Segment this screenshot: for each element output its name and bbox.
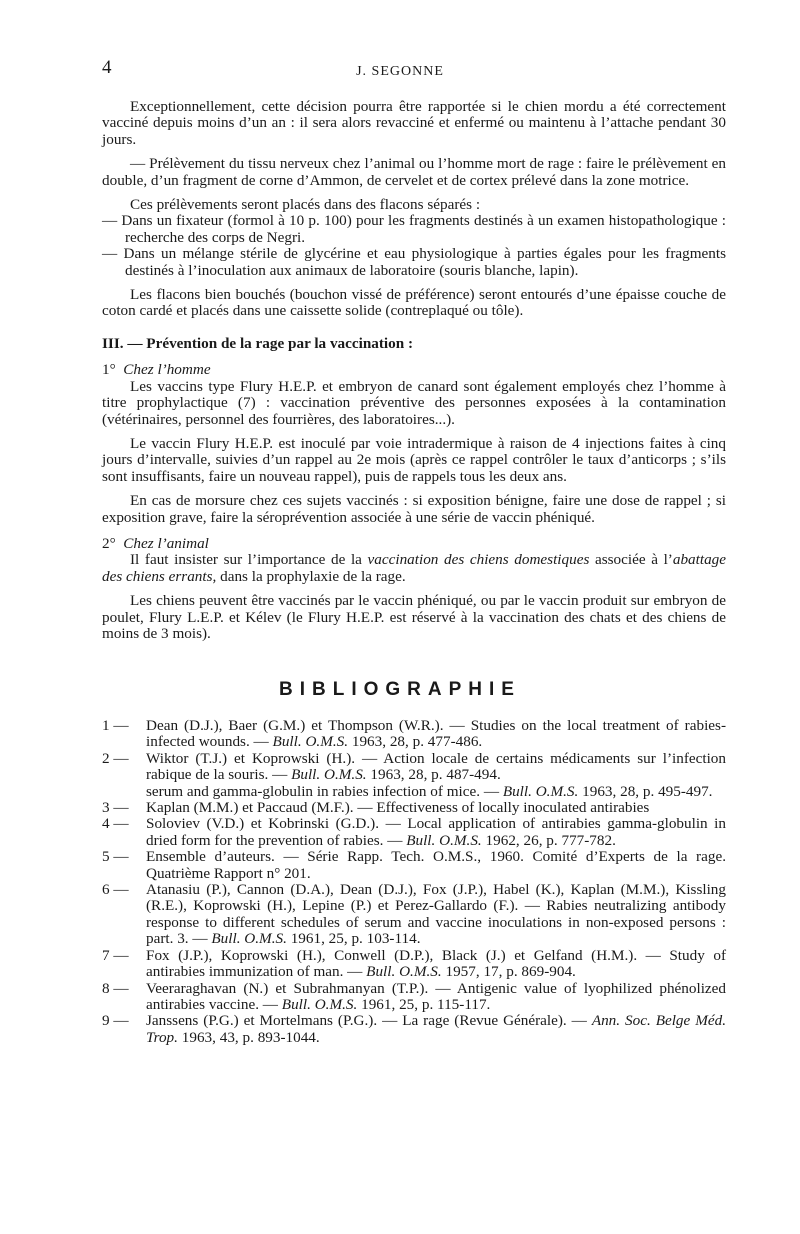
subsection-heading: [102, 536, 726, 552]
journal-name: Bull. O.M.S.: [211, 930, 287, 948]
subsection-title: Chez l’homme: [123, 361, 211, 379]
reference-item: [102, 981, 726, 1014]
paragraph: [102, 552, 726, 585]
subsection-title: Chez l’animal: [123, 534, 209, 552]
reference-number: 6 —: [102, 881, 129, 899]
text-run: Atanasiu (P.), Cannon (D.A.), Dean (D.J.), Fox (J.P.), Habel (K.), Kaplan (M.M.), Kissling (R.E.), Koprowski (H.), Lepine (P.) et Perez-Gallardo (F.). — Rabies neutralizing antibody response to different schedules of serum and vaccine inoculations in non-exposed persons : part. 3. —: [146, 881, 726, 948]
reference-text: [146, 981, 726, 1014]
reference-text: [146, 882, 726, 948]
text-run: 1961, 25, p. 115-117.: [357, 995, 491, 1013]
paragraph: Ces prélèvements seront placés dans des flacons séparés :: [130, 196, 481, 214]
paragraph: — Prélèvement du tissu nerveux chez l’animal ou l’homme mort de rage : faire le prélèvement en double, d’un fragment de corne d’Ammon, de cervelet et de cortex prélevé dans la zone motrice.: [102, 155, 726, 189]
journal-name: Bull. O.M.S.: [406, 831, 482, 849]
text-run: Kaplan (M.M.) et Paccaud (M.F.). — Effectiveness of locally inoculated antirabies: [146, 799, 650, 817]
journal-name: Ann. Soc. Belge Méd. Trop.: [146, 1012, 726, 1046]
subsection-number: 1°: [102, 361, 116, 379]
reference-text: [146, 948, 726, 981]
reference-number: 4 —: [102, 815, 129, 833]
text-run: 1957, 17, p. 869-904.: [441, 963, 576, 981]
text-run: Wiktor (T.J.) et Koprowski (H.). — Action locale de certains médicaments sur l’infection rabique de la souris. —: [146, 749, 726, 784]
paragraph: En cas de morsure chez ces sujets vaccinés : si exposition bénigne, faire une dose de rappel ; si exposition grave, faire la séroprévention associée à une série de vaccin phéniqué.: [102, 492, 726, 526]
reference-item: [102, 718, 726, 751]
dash-item: — Dans un mélange stérile de glycérine et eau physiologique à parties égales pour les fragments destinés à l’inoculation aux animaux de laboratoire (souris blanche, lapin).: [102, 245, 726, 279]
reference-number: 7 —: [102, 946, 129, 964]
text-run: 1963, 28, p. 495-497.: [578, 782, 713, 800]
reference-number: 8 —: [102, 979, 129, 997]
paragraph: Les flacons bien bouchés (bouchon vissé de préférence) seront entourés d’une épaisse couche de coton cardé et placés dans une caissette solide (contreplaqué ou tôle).: [102, 286, 726, 320]
subsection-number: 2°: [102, 534, 116, 552]
reference-number: 1 —: [102, 717, 129, 734]
dash-item: — Dans un fixateur (formol à 10 p. 100) pour les fragments destinés à un examen histopathologique : recherche des corps de Negri.: [102, 212, 726, 246]
reference-text: [146, 849, 726, 882]
reference-item: [102, 800, 726, 816]
paragraph: Exceptionnellement, cette décision pourra être rapportée si le chien mordu a été correctement vacciné depuis moins d’un an : il sera alors revacciné et enfermé ou maintenu à l’attache pendant 30 jours.: [102, 98, 726, 148]
reference-text: [146, 800, 726, 816]
reference-text: [146, 718, 726, 751]
journal-name: Bull. O.M.S.: [272, 733, 349, 751]
paragraph: Les vaccins type Flury H.E.P. et embryon de canard sont également employés chez l’homme à titre prophylactique (7) : vaccination préventive des personnes exposées à la contamination (vétérinaires, personnel des fourrières, des laboratoires...).: [102, 377, 726, 428]
emphasis: abattage des chiens errants,: [102, 551, 726, 585]
section-heading: III. — Prévention de la rage par la vaccination :: [102, 334, 414, 352]
reference-item: [102, 849, 726, 882]
journal-name: Bull. O.M.S.: [291, 766, 367, 784]
reference-text: [146, 816, 726, 849]
paragraph: Les chiens peuvent être vaccinés par le vaccin phéniqué, ou par le vaccin produit sur embryon de poulet, Flury L.E.P. et Kélev (le Flury H.E.P. est réservé à la vaccination des chats et des chiens de moins de 3 mois).: [102, 592, 726, 642]
text-run: 1961, 25, p. 103-114.: [286, 930, 421, 948]
text-run: serum and gamma-globulin in rabies infection of mice. —: [146, 782, 503, 800]
text-run: Fox (J.P.), Koprowski (H.), Conwell (D.P.), Black (J.) et Gelfand (H.M.). — Study of antirabies immunization of man. —: [146, 946, 726, 981]
reference-item: [102, 882, 726, 948]
reference-item: [102, 751, 726, 800]
text-run: 1963, 43, p. 893-1044.: [177, 1028, 320, 1046]
reference-text: [146, 1013, 726, 1046]
text-run: 1962, 26, p. 777-782.: [481, 831, 616, 849]
reference-number: 9 —: [102, 1012, 129, 1030]
journal-name: Bull. O.M.S.: [281, 995, 358, 1013]
text-run: Janssens (P.G.) et Mortelmans (P.G.). — La rage (Revue Générale). —: [146, 1012, 592, 1030]
journal-name: Bull. O.M.S.: [502, 782, 579, 800]
journal-name: Bull. O.M.S.: [366, 963, 442, 981]
text-run: Il faut insister sur l’importance de la: [130, 551, 368, 569]
emphasis: vaccination des chiens domestiques: [367, 551, 590, 569]
reference-item: [102, 816, 726, 849]
text-run: 1963, 28, p. 487-494.: [366, 766, 501, 784]
text-run: associée à l’: [589, 551, 673, 569]
running-header: J. SEGONNE: [356, 64, 444, 79]
paragraph: Le vaccin Flury H.E.P. est inoculé par voie intradermique à raison de 4 injections faites à cinq jours d’intervalle, suivies d’un rappel au 2e mois (après ce rappel contrôler le taux d’anticorps ; s’ils sont insuffisants, faire un nouveau rappel), puis de rappels tous les deux ans.: [102, 434, 726, 485]
text-run: Ensemble d’auteurs. — Série Rapp. Tech. O.M.S., 1960. Comité d’Experts de la rage. Quatrième Rapport n° 201.: [146, 848, 726, 882]
reference-number: 5 —: [102, 848, 129, 866]
bibliography-heading: BIBLIOGRAPHIE: [279, 679, 521, 700]
body-text: [102, 99, 726, 642]
reference-item: [102, 1013, 726, 1046]
reference-item: [102, 948, 726, 981]
text-run: dans la prophylaxie de la rage.: [216, 567, 406, 585]
subsection-heading: [102, 362, 726, 378]
reference-number: 2 —: [102, 749, 129, 767]
text-run: Veeraraghavan (N.) et Subrahmanyan (T.P.). — Antigenic value of lyophilized phénolized antirabies vaccine. —: [146, 979, 726, 1013]
page-number: 4: [102, 57, 112, 78]
text-run: Dean (D.J.), Baer (G.M.) et Thompson (W.R.). — Studies on the local treatment of rabies-infected wounds. —: [146, 717, 726, 751]
bibliography-list: [102, 718, 726, 1046]
reference-text: [146, 751, 726, 800]
text-run: Soloviev (V.D.) et Kobrinski (G.D.). — Local application of antirabies gamma-globulin in dried form for the prevention of rabies. —: [146, 815, 726, 849]
reference-number: 3 —: [102, 799, 129, 817]
text-run: 1963, 28, p. 477-486.: [348, 733, 483, 751]
